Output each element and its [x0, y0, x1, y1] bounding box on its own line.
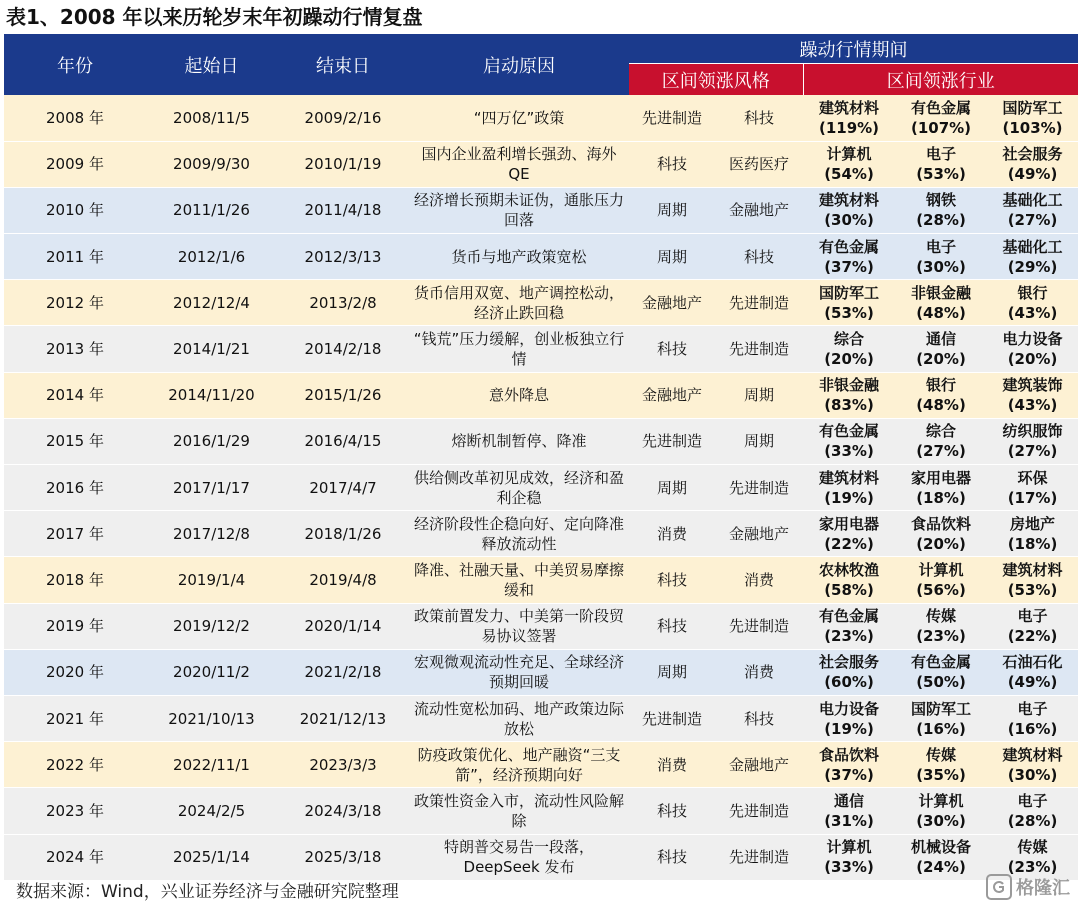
reason-cell: 特朗普交易告一段落，DeepSeek 发布 — [409, 834, 629, 880]
industry-name: 机械设备 — [910, 838, 971, 857]
style-cell: 科技 — [715, 95, 803, 141]
table-row — [4, 649, 1078, 695]
industry-cell — [803, 372, 895, 418]
industry-return: (54%) — [824, 165, 874, 184]
industry-name: 建筑材料 — [1002, 745, 1063, 764]
industry-cell — [895, 280, 987, 326]
start-date-cell: 2017/1/17 — [146, 465, 277, 511]
style-cell: 先进制造 — [629, 418, 715, 464]
industry-cell — [895, 465, 987, 511]
reason-cell: 国内企业盈利增长强劲、海外 QE — [409, 141, 629, 187]
industry-cell — [803, 187, 895, 233]
industry-return: (83%) — [824, 396, 874, 415]
industry-cell — [987, 603, 1078, 649]
industry-return: (53%) — [1007, 580, 1058, 599]
style-cell: 先进制造 — [715, 465, 803, 511]
end-date-cell: 2018/1/26 — [277, 511, 409, 557]
industry-cell — [895, 649, 987, 695]
table-row — [4, 418, 1078, 464]
end-date-cell: 2016/4/15 — [277, 418, 409, 464]
industry-return: (56%) — [916, 580, 966, 599]
industry-cell — [803, 603, 895, 649]
reason-cell: 货币与地产政策宽松 — [409, 234, 629, 280]
industry-cell — [803, 95, 895, 141]
industry-return: (53%) — [916, 165, 966, 184]
year-cell: 2021 年 — [4, 695, 146, 741]
style-cell: 周期 — [629, 649, 715, 695]
style-cell: 先进制造 — [715, 280, 803, 326]
style-cell: 先进制造 — [715, 603, 803, 649]
start-date-cell: 2012/12/4 — [146, 280, 277, 326]
header-year: 年份 — [4, 34, 146, 95]
year-cell: 2023 年 — [4, 788, 146, 834]
style-cell: 科技 — [629, 603, 715, 649]
start-date-cell: 2020/11/2 — [146, 649, 277, 695]
industry-name: 基础化工 — [1002, 191, 1063, 210]
industry-cell — [803, 788, 895, 834]
industry-return: (18%) — [916, 488, 966, 507]
industry-cell — [895, 695, 987, 741]
year-cell: 2014 年 — [4, 372, 146, 418]
industry-cell — [803, 280, 895, 326]
style-cell: 周期 — [629, 234, 715, 280]
table-row — [4, 557, 1078, 603]
header-end: 结束日 — [277, 34, 409, 95]
style-cell: 金融地产 — [715, 742, 803, 788]
industry-cell — [987, 141, 1078, 187]
logo-text: 格隆汇 — [1016, 878, 1070, 899]
reason-cell: 防疫政策优化、地产融资“三支箭”，经济预期向好 — [409, 742, 629, 788]
industry-name: 综合 — [833, 330, 864, 349]
style-cell: 金融地产 — [629, 372, 715, 418]
industry-cell — [987, 326, 1078, 372]
reason-cell: 政策前置发力、中美第一阶段贸易协议签署 — [409, 603, 629, 649]
industry-return: (22%) — [1007, 627, 1058, 646]
end-date-cell: 2025/3/18 — [277, 834, 409, 880]
industry-return: (28%) — [1007, 811, 1058, 830]
industry-return: (43%) — [1007, 303, 1058, 322]
style-cell: 周期 — [715, 418, 803, 464]
style-cell: 消费 — [715, 557, 803, 603]
industry-name: 电子 — [925, 237, 956, 256]
industry-return: (30%) — [824, 211, 874, 230]
industry-return: (35%) — [916, 765, 966, 784]
table-body — [4, 95, 1078, 880]
industry-return: (48%) — [916, 396, 966, 415]
industry-cell — [895, 834, 987, 880]
style-cell: 周期 — [629, 187, 715, 233]
industry-name: 有色金属 — [818, 607, 879, 626]
style-cell: 科技 — [715, 695, 803, 741]
year-cell: 2015 年 — [4, 418, 146, 464]
table-row — [4, 465, 1078, 511]
start-date-cell: 2009/9/30 — [146, 141, 277, 187]
industry-return: (18%) — [1007, 534, 1058, 553]
industry-cell — [987, 234, 1078, 280]
reason-cell: 降准、社融天量、中美贸易摩擦缓和 — [409, 557, 629, 603]
style-cell: 科技 — [629, 141, 715, 187]
industry-name: 传媒 — [925, 607, 956, 626]
industry-name: 银行 — [1017, 283, 1048, 302]
year-cell: 2019 年 — [4, 603, 146, 649]
industry-cell — [803, 695, 895, 741]
industry-cell — [895, 187, 987, 233]
style-cell: 科技 — [629, 557, 715, 603]
industry-name: 建筑材料 — [818, 98, 879, 117]
year-cell: 2020 年 — [4, 649, 146, 695]
style-cell: 周期 — [629, 465, 715, 511]
end-date-cell: 2014/2/18 — [277, 326, 409, 372]
industry-return: (48%) — [916, 303, 966, 322]
industry-name: 电力设备 — [818, 699, 879, 718]
table-title: 表1、2008 年以来历轮岁末年初躁动行情复盘 — [6, 5, 423, 29]
industry-name: 电子 — [1017, 607, 1048, 626]
start-date-cell: 2024/2/5 — [146, 788, 277, 834]
end-date-cell: 2023/3/3 — [277, 742, 409, 788]
industry-name: 纺织服饰 — [1002, 422, 1063, 441]
start-date-cell: 2016/1/29 — [146, 418, 277, 464]
table-row — [4, 742, 1078, 788]
industry-name: 家用电器 — [910, 468, 971, 487]
industry-name: 传媒 — [925, 745, 956, 764]
industry-cell — [895, 372, 987, 418]
industry-name: 社会服务 — [818, 653, 879, 672]
start-date-cell: 2008/11/5 — [146, 95, 277, 141]
industry-return: (27%) — [1007, 442, 1058, 461]
style-cell: 科技 — [715, 234, 803, 280]
style-cell: 科技 — [629, 834, 715, 880]
industry-name: 食品饮料 — [818, 745, 879, 764]
industry-cell — [895, 234, 987, 280]
industry-name: 综合 — [925, 422, 956, 441]
data-table — [4, 34, 1078, 881]
industry-name: 基础化工 — [1002, 237, 1063, 256]
style-cell: 金融地产 — [629, 280, 715, 326]
year-cell: 2010 年 — [4, 187, 146, 233]
industry-return: (43%) — [1007, 396, 1058, 415]
industry-name: 石油石化 — [1002, 653, 1063, 672]
table-row — [4, 95, 1078, 141]
industry-return: (103%) — [1002, 118, 1063, 137]
industry-name: 建筑材料 — [818, 468, 879, 487]
table-row — [4, 372, 1078, 418]
end-date-cell: 2019/4/8 — [277, 557, 409, 603]
header-reason: 启动原因 — [409, 34, 629, 95]
year-cell: 2012 年 — [4, 280, 146, 326]
industry-name: 建筑装饰 — [1002, 376, 1063, 395]
industry-cell — [987, 418, 1078, 464]
industry-name: 计算机 — [826, 145, 872, 164]
header-industry: 区间领涨行业 — [803, 64, 1078, 96]
end-date-cell: 2017/4/7 — [277, 465, 409, 511]
start-date-cell: 2022/11/1 — [146, 742, 277, 788]
start-date-cell: 2014/1/21 — [146, 326, 277, 372]
industry-return: (107%) — [910, 118, 972, 137]
industry-name: 非银金融 — [910, 283, 971, 302]
start-date-cell: 2019/12/2 — [146, 603, 277, 649]
industry-name: 传媒 — [1017, 838, 1048, 857]
reason-cell: “钱荒”压力缓解，创业板独立行情 — [409, 326, 629, 372]
industry-name: 银行 — [925, 376, 956, 395]
industry-name: 有色金属 — [910, 98, 971, 117]
year-cell: 2011 年 — [4, 234, 146, 280]
industry-cell — [895, 418, 987, 464]
industry-return: (16%) — [1007, 719, 1058, 738]
reason-cell: “四万亿”政策 — [409, 95, 629, 141]
reason-cell: 政策性资金入市，流动性风险解除 — [409, 788, 629, 834]
industry-return: (23%) — [916, 627, 966, 646]
industry-cell — [987, 695, 1078, 741]
industry-cell — [895, 603, 987, 649]
industry-return: (20%) — [824, 350, 874, 369]
industry-return: (23%) — [1007, 858, 1058, 877]
end-date-cell: 2011/4/18 — [277, 187, 409, 233]
reason-cell: 熔断机制暂停、降准 — [409, 418, 629, 464]
industry-cell — [987, 557, 1078, 603]
industry-name: 食品饮料 — [910, 514, 971, 533]
industry-cell — [895, 511, 987, 557]
year-cell: 2017 年 — [4, 511, 146, 557]
header-period: 躁动行情期间 — [629, 34, 1078, 64]
industry-name: 房地产 — [1010, 514, 1056, 533]
industry-cell — [987, 280, 1078, 326]
industry-return: (29%) — [1007, 257, 1058, 276]
industry-cell — [987, 742, 1078, 788]
industry-name: 社会服务 — [1002, 145, 1063, 164]
industry-return: (30%) — [916, 257, 966, 276]
industry-return: (23%) — [824, 627, 874, 646]
year-cell: 2009 年 — [4, 141, 146, 187]
industry-name: 建筑材料 — [818, 191, 879, 210]
industry-cell — [803, 465, 895, 511]
industry-cell — [803, 742, 895, 788]
industry-name: 通信 — [833, 791, 864, 810]
industry-cell — [987, 372, 1078, 418]
industry-cell — [803, 511, 895, 557]
style-cell: 科技 — [629, 788, 715, 834]
end-date-cell: 2010/1/19 — [277, 141, 409, 187]
industry-return: (53%) — [824, 303, 874, 322]
reason-cell: 货币信用双宽、地产调控松动，经济止跌回稳 — [409, 280, 629, 326]
industry-return: (22%) — [824, 534, 874, 553]
reason-cell: 经济增长预期未证伪，通胀压力回落 — [409, 187, 629, 233]
table-row — [4, 326, 1078, 372]
industry-return: (37%) — [824, 765, 874, 784]
industry-name: 电子 — [925, 145, 956, 164]
g-logo-icon — [986, 874, 1012, 900]
industry-name: 有色金属 — [910, 653, 971, 672]
industry-return: (49%) — [1007, 673, 1058, 692]
table-row — [4, 511, 1078, 557]
industry-name: 电子 — [1017, 791, 1048, 810]
year-cell: 2024 年 — [4, 834, 146, 880]
reason-cell: 流动性宽松加码、地产政策边际放松 — [409, 695, 629, 741]
industry-cell — [803, 141, 895, 187]
industry-return: (119%) — [818, 118, 880, 137]
industry-return: (49%) — [1007, 165, 1058, 184]
industry-name: 通信 — [925, 330, 956, 349]
start-date-cell: 2012/1/6 — [146, 234, 277, 280]
industry-return: (16%) — [916, 719, 966, 738]
industry-name: 钢铁 — [925, 191, 956, 210]
industry-return: (37%) — [824, 257, 874, 276]
industry-name: 环保 — [1017, 468, 1048, 487]
industry-name: 电子 — [1017, 699, 1048, 718]
industry-return: (20%) — [916, 350, 966, 369]
end-date-cell: 2024/3/18 — [277, 788, 409, 834]
source-note: 数据来源：Wind，兴业证券经济与金融研究院整理 — [16, 882, 399, 902]
industry-name: 建筑材料 — [1002, 560, 1063, 579]
industry-return: (58%) — [824, 580, 874, 599]
header-start: 起始日 — [146, 34, 277, 95]
year-cell: 2016 年 — [4, 465, 146, 511]
year-cell: 2008 年 — [4, 95, 146, 141]
style-cell: 金融地产 — [715, 511, 803, 557]
industry-name: 国防军工 — [1002, 98, 1063, 117]
style-cell: 先进制造 — [715, 326, 803, 372]
industry-name: 非银金融 — [818, 376, 879, 395]
reason-cell: 供给侧改革初见成效，经济和盈利企稳 — [409, 465, 629, 511]
industry-return: (17%) — [1007, 488, 1058, 507]
industry-cell — [987, 788, 1078, 834]
style-cell: 先进制造 — [715, 788, 803, 834]
end-date-cell: 2013/2/8 — [277, 280, 409, 326]
end-date-cell: 2021/2/18 — [277, 649, 409, 695]
table-row — [4, 695, 1078, 741]
table-row — [4, 834, 1078, 880]
style-cell: 消费 — [629, 511, 715, 557]
industry-return: (50%) — [916, 673, 966, 692]
style-cell: 周期 — [715, 372, 803, 418]
industry-cell — [895, 742, 987, 788]
end-date-cell: 2009/2/16 — [277, 95, 409, 141]
industry-return: (28%) — [916, 211, 966, 230]
industry-cell — [895, 95, 987, 141]
industry-return: (31%) — [824, 811, 874, 830]
industry-cell — [803, 326, 895, 372]
style-cell: 消费 — [629, 742, 715, 788]
reason-cell: 宏观微观流动性充足、全球经济预期回暖 — [409, 649, 629, 695]
end-date-cell: 2012/3/13 — [277, 234, 409, 280]
industry-cell — [895, 141, 987, 187]
table-header — [4, 34, 1078, 95]
industry-cell — [803, 649, 895, 695]
start-date-cell: 2025/1/14 — [146, 834, 277, 880]
industry-cell — [987, 187, 1078, 233]
table-row — [4, 280, 1078, 326]
start-date-cell: 2019/1/4 — [146, 557, 277, 603]
industry-cell — [987, 465, 1078, 511]
industry-return: (30%) — [916, 811, 966, 830]
table-row — [4, 603, 1078, 649]
start-date-cell: 2014/11/20 — [146, 372, 277, 418]
industry-name: 有色金属 — [818, 422, 879, 441]
industry-return: (19%) — [824, 719, 874, 738]
industry-name: 家用电器 — [818, 514, 879, 533]
industry-return: (60%) — [824, 673, 874, 692]
industry-return: (20%) — [1007, 350, 1058, 369]
table-row — [4, 788, 1078, 834]
style-cell: 科技 — [629, 326, 715, 372]
industry-name: 有色金属 — [818, 237, 879, 256]
year-cell: 2018 年 — [4, 557, 146, 603]
industry-cell — [987, 511, 1078, 557]
reason-cell: 意外降息 — [409, 372, 629, 418]
style-cell: 消费 — [715, 649, 803, 695]
industry-return: (19%) — [824, 488, 874, 507]
start-date-cell: 2017/12/8 — [146, 511, 277, 557]
industry-return: (20%) — [916, 534, 966, 553]
industry-return: (27%) — [1007, 211, 1058, 230]
industry-cell — [987, 649, 1078, 695]
start-date-cell: 2011/1/26 — [146, 187, 277, 233]
style-cell: 金融地产 — [715, 187, 803, 233]
industry-name: 电力设备 — [1002, 330, 1063, 349]
style-cell: 先进制造 — [629, 95, 715, 141]
industry-cell — [895, 788, 987, 834]
industry-return: (27%) — [916, 442, 966, 461]
end-date-cell: 2015/1/26 — [277, 372, 409, 418]
industry-cell — [987, 95, 1078, 141]
industry-return: (30%) — [1007, 765, 1058, 784]
industry-cell — [803, 834, 895, 880]
year-cell: 2013 年 — [4, 326, 146, 372]
industry-name: 计算机 — [918, 560, 964, 579]
industry-cell — [895, 326, 987, 372]
table-row — [4, 187, 1078, 233]
industry-name: 国防军工 — [910, 699, 971, 718]
year-cell: 2022 年 — [4, 742, 146, 788]
industry-cell — [803, 557, 895, 603]
industry-return: (33%) — [824, 442, 874, 461]
start-date-cell: 2021/10/13 — [146, 695, 277, 741]
industry-cell — [803, 418, 895, 464]
style-cell: 先进制造 — [715, 834, 803, 880]
industry-name: 农林牧渔 — [818, 560, 879, 579]
table-row — [4, 141, 1078, 187]
industry-name: 计算机 — [918, 791, 964, 810]
end-date-cell: 2021/12/13 — [277, 695, 409, 741]
industry-return: (24%) — [916, 858, 966, 877]
style-cell: 先进制造 — [629, 695, 715, 741]
industry-name: 计算机 — [826, 838, 872, 857]
header-style: 区间领涨风格 — [629, 64, 803, 96]
style-cell: 医药医疗 — [715, 141, 803, 187]
industry-name: 国防军工 — [818, 283, 879, 302]
industry-cell — [895, 557, 987, 603]
watermark-logo — [986, 874, 1070, 900]
reason-cell: 经济阶段性企稳向好、定向降准释放流动性 — [409, 511, 629, 557]
end-date-cell: 2020/1/14 — [277, 603, 409, 649]
industry-return: (33%) — [824, 858, 874, 877]
industry-cell — [803, 234, 895, 280]
table-row — [4, 234, 1078, 280]
